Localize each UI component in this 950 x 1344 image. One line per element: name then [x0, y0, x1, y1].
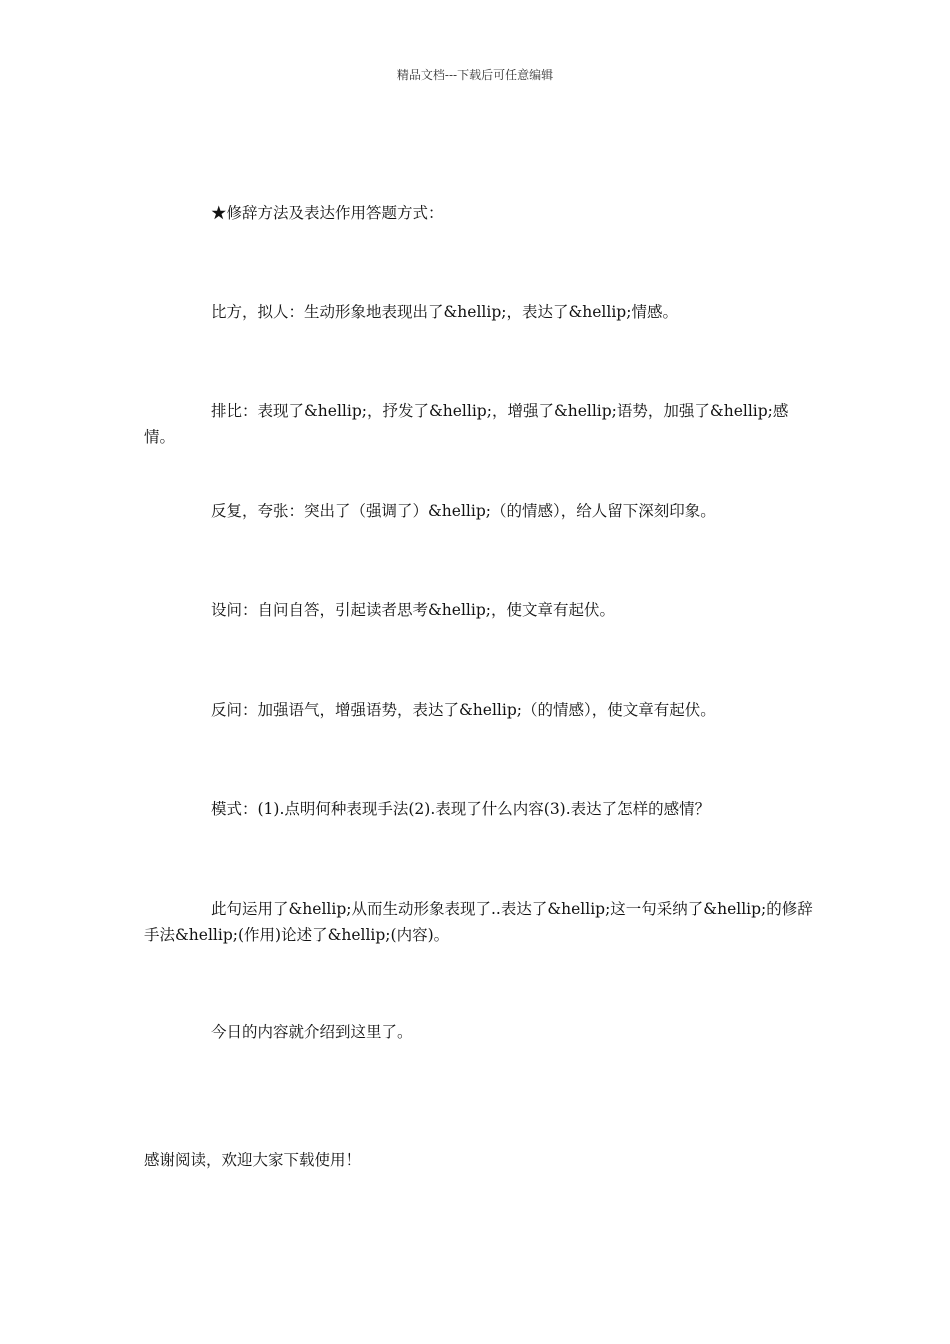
paragraph-metaphor: 比方，拟人：生动形象地表现出了&hellip;，表达了&hellip;情感。: [211, 303, 678, 321]
paragraph-parallelism: 排比：表现了&hellip;，抒发了&hellip;，增强了&hellip;语势，加强了&hellip;感情。: [144, 402, 789, 446]
page-header: 精品文档---下载后可任意编辑: [396, 68, 554, 82]
paragraph-rhetorical-question: 设问：自问自答，引起读者思考&hellip;，使文章有起伏。: [211, 601, 615, 619]
paragraph-conclusion: 今日的内容就介绍到这里了。: [211, 1023, 413, 1041]
section-heading: ★修辞方法及表达作用答题方式：: [211, 204, 444, 222]
closing-text: 感谢阅读，欢迎大家下载使用！: [144, 1151, 362, 1169]
paragraph-template: 此句运用了&hellip;从而生动形象表现了..表达了&hellip;这一句采纳了&hellip;的修辞手法&hellip;(作用)论述了&hellip;(内容)。: [144, 900, 813, 944]
paragraph-counter-question: 反问：加强语气，增强语势，表达了&hellip;（的情感），使文章有起伏。: [211, 701, 716, 719]
paragraph-pattern: 模式：(1).点明何种表现手法(2).表现了什么内容(3).表达了怎样的感情？: [211, 800, 711, 818]
paragraph-repetition: 反复，夸张：突出了（强调了）&hellip;（的情感），给人留下深刻印象。: [211, 502, 716, 520]
